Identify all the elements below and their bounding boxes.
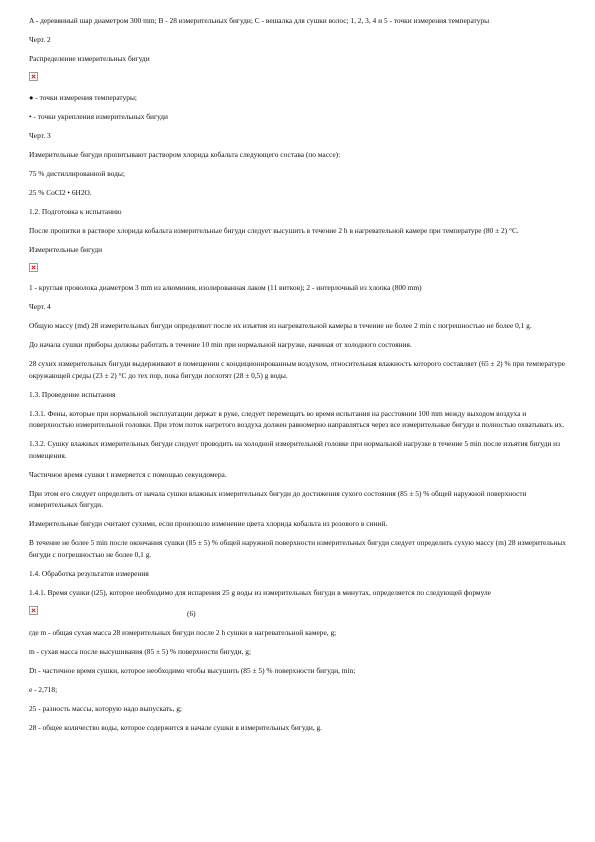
composition-cobalt: 25 % CoCl2 • 6H2O.	[29, 187, 92, 197]
section-heading-results: 1.4. Обработка результатов измерения	[29, 568, 149, 578]
paragraph-total-mass: Общую массу (md) 28 измерительных бигуди определяют после их изъятия из нагревательной камеры в течение не более 2 min с погрешностью не более 0,1 g.	[29, 321, 532, 330]
definition-m-total: где m - общая сухая масса 28 измерительных бигуди после 2 h сушки в нагревательной камере, g;	[29, 628, 337, 637]
legend-temperature-points: ● - точки измерения температуры;	[29, 92, 137, 102]
figure-label-chert-3: Черт. 3	[29, 130, 51, 140]
paragraph-dry-criterion: Измерительные бигуди считают сухими, если произошло изменение цвета хлорида кобальта из розового в синий.	[29, 519, 388, 528]
definition-e: e - 2,718;	[29, 685, 58, 694]
definition-dt: Dt - частичное время сушки, которое необходимо чтобы высушить (85 ± 5) % поверхности бигуди, min;	[29, 666, 356, 675]
paragraph-stopwatch: Частичное время сушки t измеряется с помощью секундомера.	[29, 469, 227, 479]
paragraph-drying-after-impregnation: После пропитки в растворе хлорида кобальта измерительные бигуди следует высушить в течение 2 h в нагревательной камере при температуре (80 ± 2) °С.	[29, 225, 519, 235]
paragraph-impregnation: Измерительные бигуди пропитывают раствором хлорида кобальта следующего состава (по массе):	[29, 149, 341, 159]
paragraph-determination: При этом его следует определить от начала сушки влажных измерительных бигуди до достижения сухого состояния (85 ± 5) % общей наружной поверхности измерительных бигуди.	[29, 488, 527, 509]
figure-label-chert-2: Черт. 2	[29, 35, 51, 44]
figure-caption-legend: A - деревянный шар диаметром 300 mm; B - 28 измерительных бигуди; C - вешалка для сушки волос; 1, 2, 3, 4 и 5 - точки измерения температуры	[29, 16, 490, 25]
paragraph-1-3-2: 1.3.2. Сушку влажных измерительных бигуди следует проводить на холодной измерительной головке при нормальной нагрузке в течение 5 min после изъятия бигуди из помещения.	[29, 439, 561, 460]
paragraph-1-3-1: 1.3.1. Фены, которые при нормальной эксплуатации держат в руке, следует перемещать во время испытания на расстоянии 100 mm между выходом воздуха и поверхностью измерительной головки. При этом поток нагретого воздуха должен равномерно направляться через все измерительные бигуди и полностью охватывать их.	[29, 408, 565, 429]
composition-water: 75 % дистиллированной воды;	[29, 168, 125, 178]
definition-25: 25 - разность массы, которую надо выпускать, g;	[29, 704, 182, 713]
definition-m-dry: m - сухая масса после высушивания (85 ± 5) % поверхности бигуди, g;	[29, 647, 251, 656]
section-heading-preparation: 1.2. Подготовка к испытанию	[29, 206, 122, 216]
formula-number: (6)	[187, 608, 196, 618]
definition-28: 28 - общее количество воды, которое содержится в начале сушки в измерительных бигуди, g.	[29, 723, 323, 732]
figure-image-chert-3	[29, 72, 567, 84]
broken-image-icon	[29, 72, 38, 81]
document-page	[29, 15, 567, 741]
figure-legend-chert-4: 1 - круглая проволока диаметром 3 mm из алюминия, изолированная лаком (11 витков); 2 - интерлочный из хлопка (800 mm)	[29, 283, 422, 292]
paragraph-dry-mass: В течение не более 5 min после окончания сушки (85 ± 5) % общей наружной поверхности измерительных бигуди следует определить сухую массу (m) 28 измерительных бигуди с погрешностью не более 0,1 g.	[29, 538, 566, 559]
legend-fixing-points: • - точки укрепления измерительных бигуди	[29, 111, 168, 121]
paragraph-conditioning: 28 сухих измерительных бигуди выдерживают в помещении с кондиционированным воздухом, относительная влажность которого составляет (65 ± 2) % при температуре окружающей среды (23 ± 2) °С до тех пор, пока бигуди поглотят (28 ± 0,5) g воды.	[29, 359, 565, 380]
broken-image-icon	[29, 606, 38, 615]
formula-row	[29, 606, 567, 620]
section-heading-measuring-curlers: Измерительные бигуди	[29, 244, 103, 254]
broken-image-icon	[29, 263, 38, 272]
paragraph-1-4-1: 1.4.1. Время сушки (t25), которое необходимо для испарения 25 g воды из измерительных бигуди в минутах, определяется по следующей формуле	[29, 587, 491, 597]
figure-label-chert-4: Черт. 4	[29, 302, 51, 311]
figure-image-chert-4	[29, 263, 567, 275]
paragraph-warmup: До начала сушки приборы должны работать в течение 10 min при нормальной нагрузке, начиная от холодного состояния.	[29, 340, 412, 349]
section-heading-procedure: 1.3. Проведение испытания	[29, 389, 116, 399]
section-heading-distribution: Распределение измерительных бигуди	[29, 54, 150, 63]
